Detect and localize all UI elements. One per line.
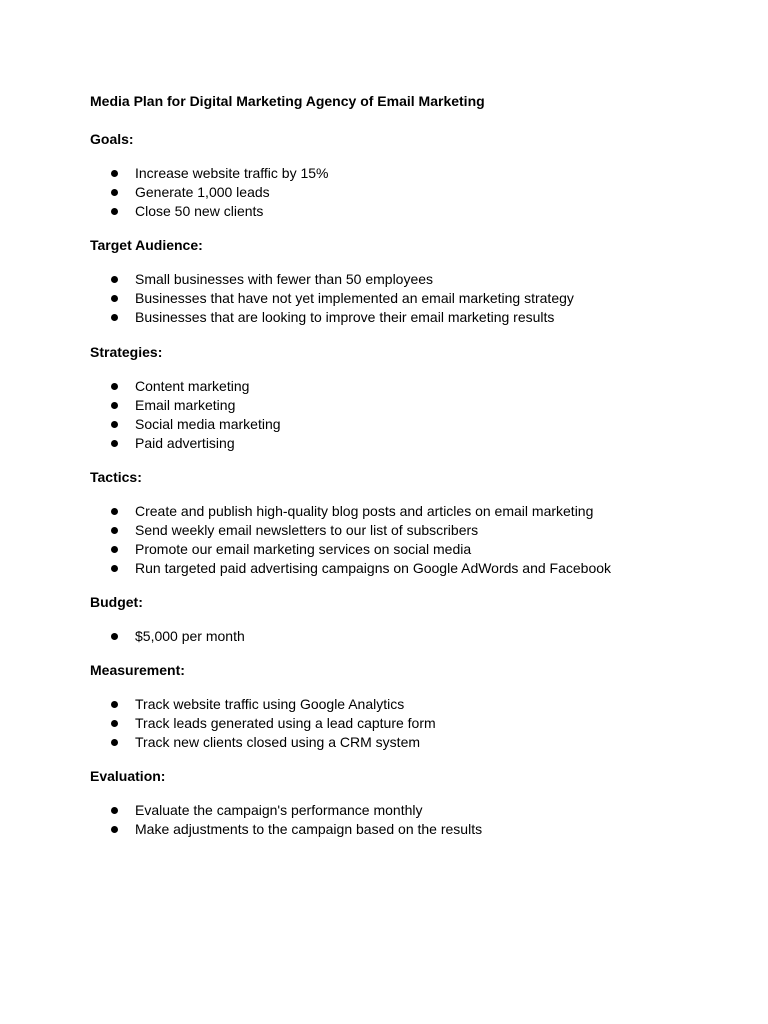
section-heading: Budget:: [90, 594, 143, 610]
bullet-list: [90, 695, 730, 752]
list-item-text: Track website traffic using Google Analytics: [135, 696, 405, 712]
bullet-list: [90, 270, 730, 327]
list-item: [90, 559, 730, 578]
list-item-text: Evaluate the campaign's performance monthly: [135, 802, 423, 818]
bullet-icon: [111, 565, 118, 572]
list-item-text: Send weekly email newsletters to our list of subscribers: [135, 522, 479, 538]
list-item-text: Businesses that have not yet implemented an email marketing strategy: [135, 290, 574, 306]
section-heading: Tactics:: [90, 469, 142, 485]
section-heading: Goals:: [90, 131, 134, 147]
list-item-text: Businesses that are looking to improve their email marketing results: [135, 309, 555, 325]
bullet-list: [90, 627, 730, 646]
list-item: [90, 202, 730, 221]
list-item-text: Small businesses with fewer than 50 employees: [135, 271, 434, 287]
section-target-audience: [90, 236, 730, 327]
bullet-icon: [111, 276, 118, 283]
list-item-text: Track leads generated using a lead capture form: [135, 715, 436, 731]
section-evaluation: [90, 767, 730, 839]
list-item: [90, 289, 730, 308]
list-item: [90, 521, 730, 540]
list-item: [90, 801, 730, 820]
list-item-text: Close 50 new clients: [135, 203, 264, 219]
bullet-icon: [111, 421, 118, 428]
list-item-text: Content marketing: [135, 378, 250, 394]
bullet-icon: [111, 314, 118, 321]
list-item: [90, 714, 730, 733]
list-item-text: Create and publish high-quality blog posts and articles on email marketing: [135, 503, 594, 519]
list-item-text: Social media marketing: [135, 416, 281, 432]
list-item: [90, 164, 730, 183]
list-item-text: Increase website traffic by 15%: [135, 165, 329, 181]
list-item: [90, 627, 730, 646]
bullet-list: [90, 801, 730, 839]
section-tactics: [90, 468, 730, 578]
list-item-text: Paid advertising: [135, 435, 235, 451]
section-heading: Target Audience:: [90, 237, 203, 253]
section-goals: [90, 130, 730, 221]
list-item: [90, 377, 730, 396]
section-heading: Strategies:: [90, 344, 163, 360]
bullet-icon: [111, 295, 118, 302]
bullet-icon: [111, 508, 118, 515]
list-item: [90, 540, 730, 559]
bullet-icon: [111, 633, 118, 640]
bullet-list: [90, 164, 730, 221]
list-item: [90, 695, 730, 714]
bullet-list: [90, 502, 730, 578]
list-item: [90, 820, 730, 839]
bullet-icon: [111, 527, 118, 534]
list-item: [90, 434, 730, 453]
list-item: [90, 502, 730, 521]
list-item: [90, 308, 730, 327]
bullet-list: [90, 377, 730, 453]
list-item: [90, 733, 730, 752]
bullet-icon: [111, 701, 118, 708]
list-item: [90, 270, 730, 289]
list-item: [90, 183, 730, 202]
bullet-icon: [111, 189, 118, 196]
bullet-icon: [111, 402, 118, 409]
list-item-text: Promote our email marketing services on social media: [135, 541, 472, 557]
list-item: [90, 396, 730, 415]
bullet-icon: [111, 807, 118, 814]
section-heading: Measurement:: [90, 662, 185, 678]
bullet-icon: [111, 826, 118, 833]
bullet-icon: [111, 720, 118, 727]
bullet-icon: [111, 208, 118, 215]
section-heading: Evaluation:: [90, 768, 166, 784]
bullet-icon: [111, 739, 118, 746]
list-item-text: Email marketing: [135, 397, 236, 413]
list-item-text: Track new clients closed using a CRM system: [135, 734, 421, 750]
bullet-icon: [111, 546, 118, 553]
bullet-icon: [111, 170, 118, 177]
list-item-text: Make adjustments to the campaign based on the results: [135, 821, 483, 837]
bullet-icon: [111, 383, 118, 390]
list-item-text: $5,000 per month: [135, 628, 245, 644]
section-measurement: [90, 661, 730, 752]
document-title: Media Plan for Digital Marketing Agency of Email Marketing: [90, 93, 485, 109]
bullet-icon: [111, 440, 118, 447]
section-strategies: [90, 343, 730, 453]
section-budget: [90, 593, 730, 646]
list-item-text: Run targeted paid advertising campaigns on Google AdWords and Facebook: [135, 560, 612, 576]
list-item: [90, 415, 730, 434]
list-item-text: Generate 1,000 leads: [135, 184, 270, 200]
